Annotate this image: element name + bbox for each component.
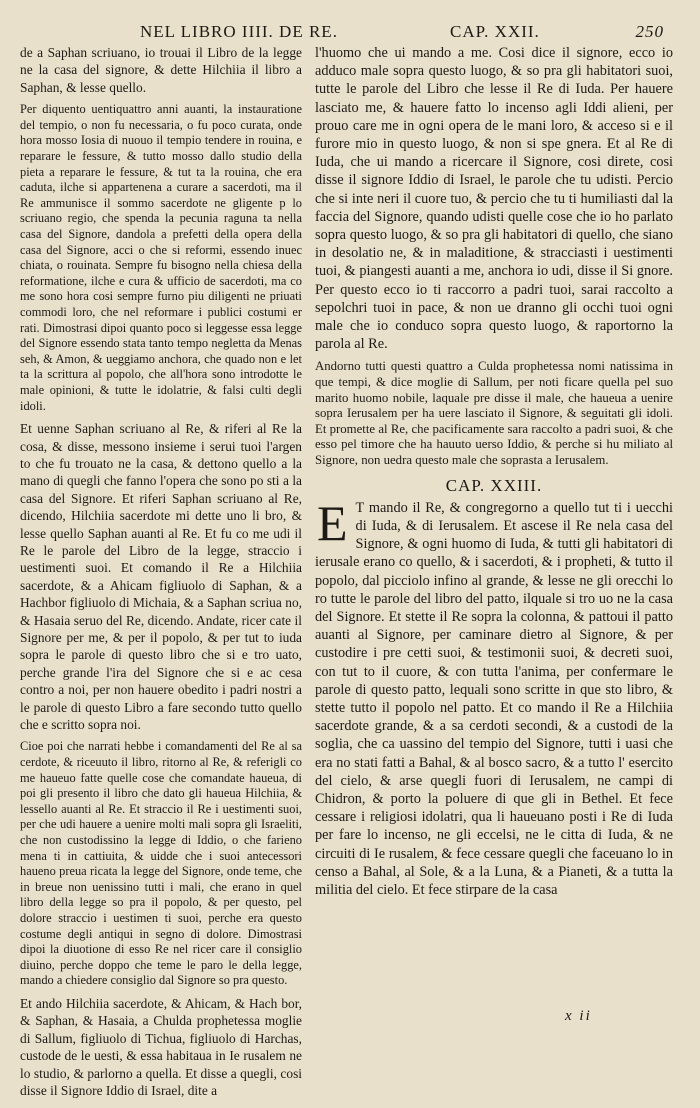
left-column xyxy=(20,44,302,1099)
commentary-text: Andorno tutti questi quattro a Culda prophetessa nomi natissima in que tempi, & dice moglie di Sallum, per noti ficare quella pel suo marito huomo nobile, laquale pre disse il male, che haueua a uenire sopra Ierusalem per ha uere lasciato il Signore, & seguitati gli idoli. Et promette al Re, che pacificamente sara raccolto a padri suoi, & che esso pel timore che ha hauuto uerso Iddio, & perche si hu miliato al Signore, non uedra questo male che soprasta a Ierusalem. xyxy=(315,359,673,468)
running-head xyxy=(30,22,670,46)
scripture-text: de a Saphan scriuano, io trouai il Libro de la legge ne la casa del signore, & dette Hilchiia il libro a Saphan, & lesse quello. xyxy=(20,45,302,95)
running-title: NEL LIBRO IIII. DE RE. xyxy=(140,22,338,41)
scripture-text: l'huomo che ui mando a me. Cosi dice il signore, ecco io adduco male sopra questo luogo, & so pra gli habitatori suoi, tutte le parole del Libro che lesse il Re di Iuda. Per hauere lasciato me, & hauere fatto lo incenso agli Iddi alieni, per prouo care me in ogni opera de le mani loro, & acceso si e il furore mio in questo luogo, & non si spe gnera. Et al Re di Iuda, che ui mando a ricercare il Signore, cosi direte, cosi disse il signore Iddio di Israel, le parole che tu udisti. Percio che si inte neri il cuore tuo, & percio che tu ti humiliasti dal la faccia del Signore, quando udisti quelle cose che io ho parlato sopra questo luogo, & so pra gli habitatori di quello, che siano in desolatio ne, & in maladitione, & stracciasti i uestimenti tuoi, & piangesti auanti a me, anchora io udi, disse il Si gnore. Per questo ecco io ti raccorro a padri tuoi, sarai raccolto a sepolchri tuoi in pace, & non ue dranno gli occhi tuoi ogni male che io conduco sopra questo luogo, & raportorno la parola al Re. xyxy=(315,45,673,353)
scripture-text: Et uenne Saphan scriuano al Re, & riferi al Re la cosa, & disse, messono insieme i serui tuoi l'argen to che fu trouato ne la casa, & dettono quello a la mano di quegli che fanno l'opera che sono po sti a la casa del Signore. Et riferi Saphan scriuano al Re, dicendo, Hilchiia sacerdote mi dette uno li bro, & lesse quello Saphan auanti al Re. Et fu co me udi il Re le parole del Libro de la legge, straccio i uestimenti suoi. Et comando il Re a Hilchiia sacerdote, & a Ahicam figliuolo di Saphan, & a Hachbor figliuolo di Michaia, & a Saphan scriua no, & Hasaia seruo del Re, dicendo. Andate, ricer cate il Signore per me, & per il popolo, & per tut to iuda sopra le parole di questo libro che si e tro uato, perche grande l'ira del Signore che si e ac cesa contro a noi, per non hauere obedito i padri nostri a le parole di questo Libro a fare secondo tutto quello che e scritto sopra noi. xyxy=(20,421,302,732)
commentary-text: Cioe poi che narrati hebbe i comandamenti del Re al sa cerdote, & riceuuto il libro, ritorno al Re, & referigli co me haueuo fatte quelle cose che comandate haueua, di poi gli presento il libro che dato gli haueua Hilchiia, & lessello auanti al Re. Et straccio il Re i uestimenti suoi, per che udi hauere a uenire molti mali sopra gli Israeliti, che non custodissino la legge di Iddio, o che farieno mena ti in cattiuita, & uidde che i suoi antecessori haueno preua ricata la legge del Signore, onde teme, che in breue non uenissino tutti i mali, che erano in quel libro della legge so pra il popolo, & per questo, pel dolore straccio i uestimen ti suoi, perche era questo costume degli antiqui in segno di dolore. Dimostrasi dipoi la diuotione di esso Re nel ricer care il consiglio diuino, perche doppo che teme le paro le della legge, mando a chiedere consiglio dal Signore so pra questo. xyxy=(20,739,302,988)
scripture-text: Et ando Hilchiia sacerdote, & Ahicam, & Hach bor, & Saphan, & Hasaia, a Chulda prophetessa moglie di Sallum, figliuolo di Tichua, figliuolo di Harchas, custode de le uesti, & essa habitaua in Ie rusalem ne lo studio, & parlorno a quella. Et disse a quegli, cosi disse il Signore Iddio di Israel, dite a xyxy=(20,995,302,1098)
right-column xyxy=(315,44,673,899)
chapter-opening-body: T mando il Re, & congregorno a quello tut ti i uecchi di Iuda, & di Ierusalem. Et ascese il Re nela casa del Signore, & ogni huomo di Iuda, & tutti gli habitatori di ierusale erano co quello, & i sacerdoti, & i propheti, & tutto il popolo, dal picciolo infino al grande, & lesse ne gli orecchi lo ro tutte le parole del libro del patto, ilquale si tro uo ne la casa del Signore. Et stette il Re sopra la colonna, & pattoui il patto auanti al Signore, per caminare dietro al Signore, & per custodire i pre cetti suoi, & testimonii suoi, & decreti suoi, con tut to il cuore, & con tutta l'anima, per confermare le parole di questo patto, lequali sono scritte in que sto libro, & stette tutto il popolo nel patto. Et co mando il Re a Hilchiia sacerdote grande, & a sa cerdoti secondi, & a custodi de la soglia, che ca uassino del tempio del Signore, tutti i uasi che era no stati fatti a Bahal, & al bosco sacro, & a tutto l' esercito del cielo, & arse quegli fuori di Ierusalem, ne campi di Chidron, & porto la poluere di que gli in Bethel. Et fece cessare i religiosi idolatri, qua li haueuano posti i Re di Iuda per fare lo incenso, ne gli eccelsi, ne le citta di Iuda, & ne circuiti di Ie rusalem, & fece cessare quegli che faceuano lo in censo a Bahal, al Sole, & a la Luna, & a Pianeti, & a tutta la militia del cielo. Et fece stirpare de la casa xyxy=(315,499,673,899)
signature-mark: x ii xyxy=(565,1008,592,1024)
commentary-text: Per diquento uentiquattro anni auanti, la instauratione del tempio, o non fu necessaria, o fu poco curata, onde hora mosso Iosia di nuouo il tempio tendere in rouina, e reparare le fessure, & tutto mosso dallo studio della pieta a reparare le fessure, & tut ta la rouina, che era caduta, ilche si appartenena a curare a sacerdoti, ma il Re ammunisce il sommo sacerdote ne gligente p lo scriuano regio, che spenda la pecunia raguna ta nella casa del Signore, dandola a prefetti della opera della casa del Signore, acci o che si reformi, essendo inuec chiata, o rouinata. Sempre fu bisogno nella chiesa della reformatione, ilche e cura & ufficio de sacerdoti, ma co me sono hora cosi sempre furno piu diligenti ne priuati commodi loro, che nel reformare i publici costumi er rati. Dimostrasi dipoi quanto poco si leggesse essa legge del Signore essendo stata tanto tempo negletta da Menas seh, & Amon, & ueggiamo anchora, che quado non e let ta la scrittura al popolo, che all'hora sono introdotte le male opinioni, & tutte le idolatrie, & falsi culti degli idoli. xyxy=(20,102,302,413)
chapter-heading: CAP. XXIII. xyxy=(445,475,543,495)
folio-number: 250 xyxy=(635,22,664,41)
running-chapter: CAP. XXII. xyxy=(450,22,540,41)
chapter-opening-text xyxy=(315,494,673,899)
drop-cap-initial: E xyxy=(317,494,348,551)
